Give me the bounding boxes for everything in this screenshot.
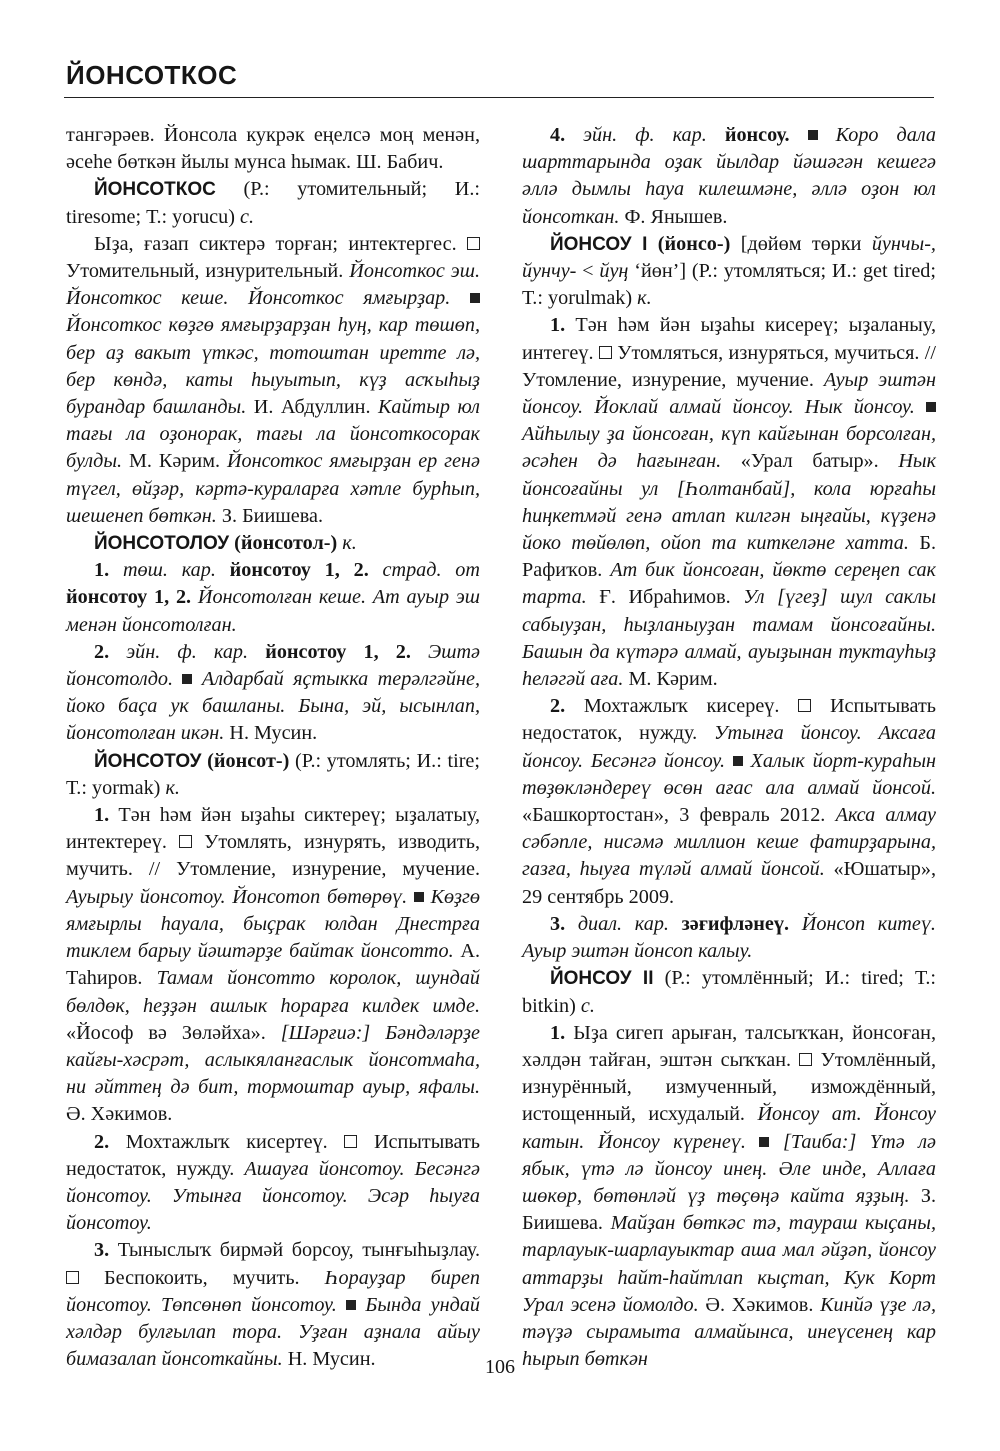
entry-yonsotolou: ЙОНСОТОЛОУ (йонсотол-) к. — [94, 532, 357, 555]
entry-yonsotkos-sense: Ыҙа, ғазап сиктерә торған; интектергес. Утомительный, изнурительный. Йонсоткос эш. Йонсоткос кеше. Йонсоткос ямғырҙар. Йонсоткос көҙгө ямғырҙарҙан һуң, кар төшөп, бер аҙ вакыт үткәс, тотоштан иретте лә, бер көндә, каты һыуытып, күҙ асҡыһыҙ бурандар башланды. И. Абдуллин. Кайтыр юл тағы ла оҙонорак, тағы ла йонсоткосорак булды. М. Кәрим. Йонсоткос ямғырҙан ер генә түгел, өйҙәр, кәртә-кураларға хәтле бурһып, шешенеп бөткән. З. Биишева. — [66, 232, 480, 527]
russian-marker-icon — [798, 699, 811, 712]
quote-marker-icon — [346, 1300, 356, 1310]
entry-yonsou-1: ЙОНСОУ I (йонсо-) [дөйөм төрки йунчы-, йунчу- < йуң ‘йөн’] (Р.: утомляться; И.: get tired; Т.: yorulmak) к. — [522, 232, 936, 310]
quote-marker-icon — [414, 892, 424, 902]
quote-marker-icon — [733, 756, 743, 766]
left-column — [66, 122, 480, 1373]
headword: ЙОНСОТОЛОУ — [94, 533, 230, 555]
russian-marker-icon — [467, 237, 480, 250]
sense-1: 1. төш. кар. йонсотоу 1, 2. страд. от йонсотоу 1, 2. Йонсотолған кеше. Ат ауыр эш менән йонсотолған. — [66, 559, 480, 636]
sense-2: 2. эйн. ф. кар. йонсотоу 1, 2. Эштә йонсотолдо. Алдарбай яҫтыкка терәлгәйне, йоко баҫа ук башланы. Бына, эй, ысынлап, йонсотолған икән. Н. Мусин. — [66, 640, 480, 745]
quote-marker-icon — [470, 293, 480, 303]
russian-marker-icon — [344, 1135, 357, 1148]
headword: ЙОНСОУ I — [550, 233, 648, 255]
entry-yonsou-2: ЙОНСОУ II (Р.: утомлённый; И.: tired; Т.: bitkin) с. — [522, 967, 936, 1017]
sense-1: 1. Тән һәм йән ыҙаһы кисереү; ыҙаланыу, интегеү. Утомляться, изнуряться, мучиться. // Утомление, изнурение, мучение. Ауыр эштән йонсоу. Йоклай алмай йонсоу. Нык йонсоу. Айһылыу ҙа йонсоған, күп кайғынан борсолған, әсәһен дә һағынған. «Урал батыр». Нык йонсоғайны ул [Һолтанбай], кола юрғаһы һиңкетмәй генә атлап килгән ыңғайы, күҙенә йоко төйөлөп, ойоп та киткеләне хатта. Б. Рафиҡов. Ат бик йонсоған, йөктө сереңеп сак тарта. Ғ. Ибраһимов. Ул [үгеҙ] шул саклы сабыуҙан, һыҙланыуҙан тамам йонсоғайны. Башын да күтәрә алмай, ауыҙынан туктауһыҙ һеләгәй аға. М. Кәрим. — [522, 314, 937, 691]
russian-marker-icon — [66, 1271, 79, 1284]
headword: ЙОНСОТОУ — [94, 750, 202, 772]
quote-marker-icon — [808, 130, 818, 140]
right-column — [522, 122, 936, 1373]
sense-2: 2. Мохтажлыҡ кисертеү. Испытывать недостаток, нужду. Ашауға йонсотоу. Бесәнгә йонсотоу. Утынға йонсотоу. Эсәр һыуға йонсотоу. — [66, 1130, 481, 1235]
sense-4: 4. эйн. ф. кар. йонсоу. Коро дала шарттарында оҙак йылдар йәшәгән кешегә әллә дымлы һауа килешмәне, әллә оҙон юл йонсоткан. Ф. Янышев. — [522, 124, 936, 228]
headword: ЙОНСОТКОС — [94, 179, 216, 201]
russian-marker-icon — [799, 1053, 812, 1066]
entry-yonsotkos: ЙОНСОТКОС (Р.: утомительный; И.: tiresome; Т.: yorucu) с. — [66, 178, 480, 228]
sense-3: 3. диал. кар. зәғифләнеү. Йонсоп китеү. Ауыр эштән йонсоп калыу. — [522, 912, 936, 963]
running-header: ЙОНСОТКОС — [66, 60, 238, 90]
headword: ЙОНСОУ II — [550, 968, 654, 990]
page-number: 106 — [485, 1356, 515, 1378]
sense-1: 1. Тән һәм йән ыҙаһы сиктереү; ыҙалатыу, интектереү. Утомлять, изнурять, изводить, мучить. // Утомление, изнурение, мучение. Ауырыу йонсотоу. Йонсотоп бөтөрөү. Көҙгө ямғырлы һауала, быҫрак юлдан Днестрға тиклем барыу йәштәрҙе байтак йонсотто. А. Таһиров. Тамам йонсотто королок, шундай бөлдөк, һеҙҙән ашлык һорарға килдек имде. «Йософ вә Зөләйха». [Шәрғиә:] Бәндәләрҙе кайғы-хәсрәт, аслыкяланғаслык йонсотмаһа, ни әйттең дә бит, тормоштар ауыр, яфалы. Ә. Хәкимов. — [66, 804, 481, 1126]
quote-marker-icon — [759, 1137, 769, 1147]
russian-marker-icon — [599, 346, 612, 359]
continuation-paragraph: тангәрәев. Йонсола кукрәк еңелсә моң менән, әсеһе бөткән йылы мунса һымак. Ш. Бабич. — [66, 124, 480, 174]
sense-3: 3. Тыныслыҡ бирмәй борсоу, тынғыһыҙлау. Беспокоить, мучить. Һорауҙар биреп йонсотоу. Төпсөнөп йонсотоу. Бында ундай хәлдәр булғылап тора. Уҙған аҙнала айыу бимазалап йонсоткайны. Н. Мусин. — [66, 1239, 481, 1371]
entry-yonsotou: ЙОНСОТОУ (йонсот-) (Р.: утомлять; И.: tire; Т.: yormak) к. — [66, 749, 480, 799]
russian-marker-icon — [179, 835, 192, 848]
sense-1: 1. Ыҙа сигеп арыған, талсыҡҡан, йонсоған, хәлдән тайған, эштән сыҡҡан. Утомлённый, изнурённый, измученный, измождённый, истощенный, исхудалый. Йонсоу ат. Йонсоу катын. Йонсоу күренеү. [Таиба:] Үтә лә ябык, үтә лә йонсоу инең. Әле инде, Аллаға шөкөр, бөтөнләй үҙ төҫөңә кайта яҙҙың. З. Биишева. Майҙан бөткәс тә, таураш кыҫаны, тарлауык-шарлауыктар аша мал әйҙәп, йонсоу аттарҙы һайт-һайтлап кыҫтап, Кук Корт Урал эсенә йомолдо. Ә. Хәкимов. Кинйә үҙе лә, тәүҙә сырамыта алмайынса, инеүсенең кар һырып бөткән — [522, 1021, 937, 1371]
quote-marker-icon — [182, 674, 192, 684]
quote-marker-icon — [926, 402, 936, 412]
sense-2: 2. Мохтажлыҡ кисереү. Испытывать недостаток, нужду. Утынға йонсоу. Аксаға йонсоу. Бесәнгә йонсоу. Халык йорт-кураһын төҙөкләндереү өсөн ағас ала алмай йонсой. «Башкортостан», 3 февраль 2012. Акса алмау сәбәпле, нисәмә миллион кеше фатирҙарына, газға, һыуға түләй алмай йонсой. «Юшатыр», 29 сентябрь 2009. — [522, 695, 937, 908]
header-rule — [64, 97, 934, 98]
